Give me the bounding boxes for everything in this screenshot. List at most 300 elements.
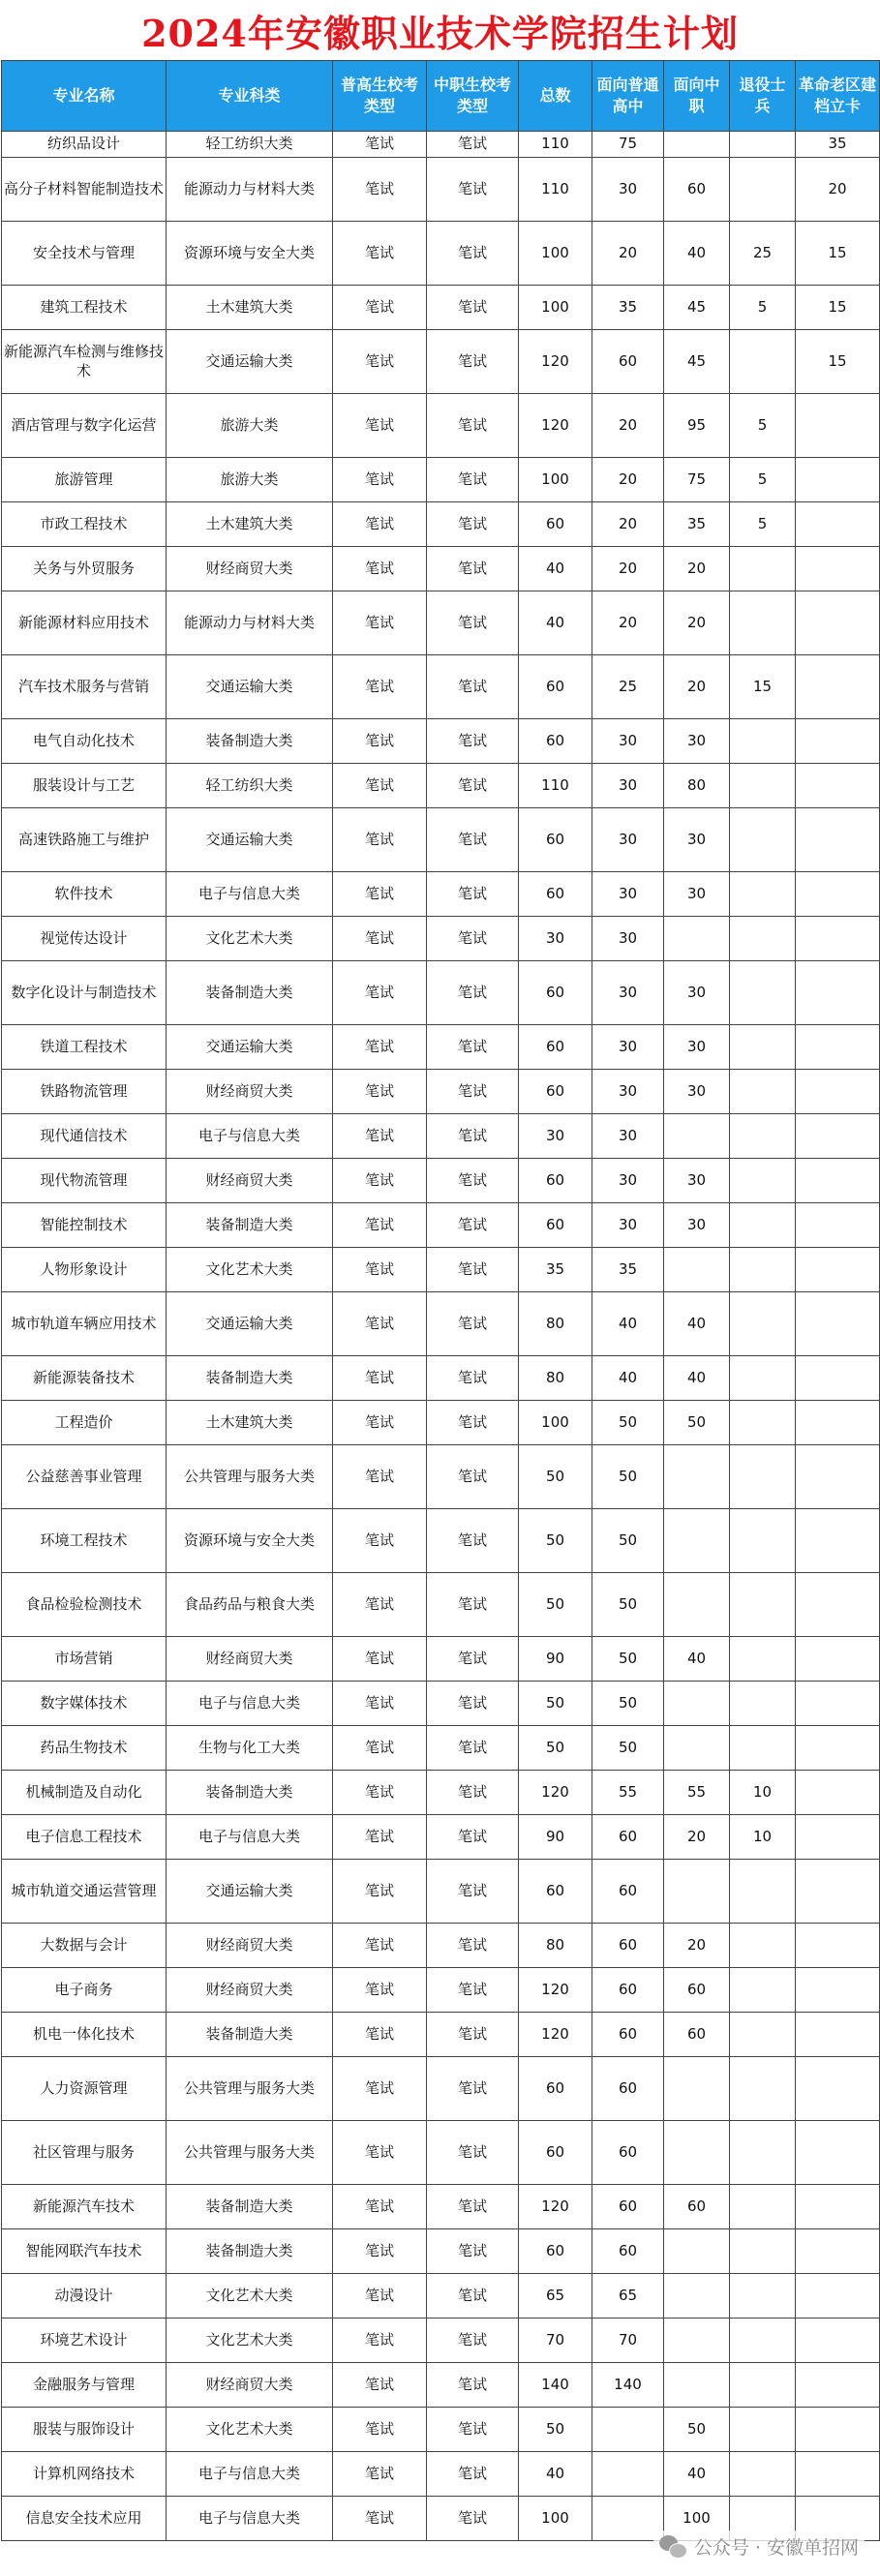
- table-cell: 电子与信息大类: [167, 1114, 333, 1159]
- table-cell: 笔试: [427, 132, 519, 158]
- table-cell: 5: [730, 394, 796, 458]
- table-cell: 35: [592, 286, 664, 330]
- table-cell: 笔试: [333, 222, 427, 286]
- table-cell: 食品检验检测技术: [2, 1573, 167, 1637]
- table-cell: 笔试: [427, 2229, 519, 2274]
- table-cell: [796, 1637, 880, 1682]
- table-row: [2, 502, 880, 547]
- table-cell: 财经商贸大类: [167, 1968, 333, 2013]
- table-cell: 工程造价: [2, 1401, 167, 1445]
- table-cell: 旅游管理: [2, 458, 167, 502]
- table-cell: [730, 719, 796, 764]
- table-cell: 15: [796, 286, 880, 330]
- table-cell: 笔试: [333, 2497, 427, 2541]
- table-cell: 20: [592, 222, 664, 286]
- table-cell: 新能源汽车技术: [2, 2185, 167, 2229]
- table-cell: 60: [519, 961, 592, 1025]
- table-cell: 35: [592, 1248, 664, 1292]
- table-cell: 装备制造大类: [167, 961, 333, 1025]
- table-cell: [730, 2363, 796, 2408]
- table-cell: [796, 394, 880, 458]
- table-cell: 笔试: [427, 917, 519, 961]
- table-cell: 60: [592, 2229, 664, 2274]
- table-cell: [730, 2408, 796, 2452]
- table-cell: 30: [592, 1203, 664, 1248]
- table-cell: 55: [592, 1771, 664, 1815]
- table-cell: 30: [664, 1070, 730, 1114]
- table-cell: [796, 1070, 880, 1114]
- table-cell: 30: [664, 872, 730, 917]
- table-cell: 60: [519, 1203, 592, 1248]
- table-cell: 服装与服饰设计: [2, 2408, 167, 2452]
- table-cell: 30: [664, 808, 730, 872]
- table-cell: [796, 1509, 880, 1573]
- table-cell: [730, 1070, 796, 1114]
- table-cell: 笔试: [427, 1682, 519, 1726]
- table-cell: 20: [592, 394, 664, 458]
- table-cell: [664, 2274, 730, 2318]
- table-cell: 笔试: [427, 1637, 519, 1682]
- table-cell: [730, 2121, 796, 2185]
- table-cell: 轻工纺织大类: [167, 132, 333, 158]
- table-row: [2, 2363, 880, 2408]
- table-cell: [796, 1159, 880, 1203]
- table-row: [2, 1637, 880, 1682]
- table-cell: 60: [592, 1815, 664, 1860]
- header-cell: 面向中职: [664, 61, 730, 132]
- table-cell: 20: [664, 655, 730, 719]
- table-cell: 50: [592, 1573, 664, 1637]
- table-cell: [796, 1968, 880, 2013]
- table-cell: 文化艺术大类: [167, 2318, 333, 2363]
- table-row: [2, 2057, 880, 2121]
- table-cell: 铁路物流管理: [2, 1070, 167, 1114]
- table-cell: [796, 2185, 880, 2229]
- table-cell: 50: [592, 1726, 664, 1771]
- table-cell: 笔试: [427, 1292, 519, 1356]
- table-cell: 笔试: [427, 1203, 519, 1248]
- table-cell: 现代物流管理: [2, 1159, 167, 1203]
- table-cell: 30: [592, 1114, 664, 1159]
- table-cell: 35: [796, 132, 880, 158]
- table-cell: 笔试: [427, 1356, 519, 1401]
- page-title: 2024年安徽职业技术学院招生计划: [141, 11, 739, 55]
- table-cell: 140: [519, 2363, 592, 2408]
- table-cell: 文化艺术大类: [167, 2274, 333, 2318]
- table-cell: 安全技术与管理: [2, 222, 167, 286]
- table-cell: [730, 2013, 796, 2057]
- table-row: [2, 2229, 880, 2274]
- table-cell: [730, 330, 796, 394]
- table-cell: 笔试: [427, 1445, 519, 1509]
- table-cell: [796, 917, 880, 961]
- table-cell: 60: [664, 158, 730, 222]
- table-cell: 笔试: [427, 2408, 519, 2452]
- table-cell: 5: [730, 502, 796, 547]
- watermark: [653, 2531, 865, 2562]
- table-cell: 市场营销: [2, 1637, 167, 1682]
- table-cell: [796, 1292, 880, 1356]
- table-cell: 笔试: [333, 2452, 427, 2497]
- table-cell: [730, 2318, 796, 2363]
- table-cell: 笔试: [333, 2185, 427, 2229]
- table-row: [2, 2274, 880, 2318]
- table-row: [2, 1114, 880, 1159]
- table-cell: [796, 591, 880, 655]
- table-cell: [796, 502, 880, 547]
- table-cell: 50: [592, 1401, 664, 1445]
- table-cell: [730, 2229, 796, 2274]
- table-cell: 能源动力与材料大类: [167, 591, 333, 655]
- table-cell: 25: [730, 222, 796, 286]
- table-cell: 电子信息工程技术: [2, 1815, 167, 1860]
- table-cell: 30: [592, 917, 664, 961]
- table-cell: [796, 1924, 880, 1968]
- table-cell: 笔试: [333, 1860, 427, 1924]
- table-cell: [730, 158, 796, 222]
- table-cell: 20: [796, 158, 880, 222]
- table-cell: 40: [664, 1356, 730, 1401]
- table-cell: [796, 458, 880, 502]
- table-cell: [796, 2057, 880, 2121]
- table-cell: 新能源装备技术: [2, 1356, 167, 1401]
- table-cell: 30: [664, 961, 730, 1025]
- table-cell: 20: [664, 591, 730, 655]
- table-cell: 电子商务: [2, 1968, 167, 2013]
- table-cell: 铁道工程技术: [2, 1025, 167, 1070]
- table-cell: [796, 1356, 880, 1401]
- table-cell: 笔试: [333, 1445, 427, 1509]
- table-cell: 信息安全技术应用: [2, 2497, 167, 2541]
- table-cell: 服装设计与工艺: [2, 764, 167, 808]
- table-cell: 50: [519, 1573, 592, 1637]
- table-cell: 70: [592, 2318, 664, 2363]
- table-cell: 环境艺术设计: [2, 2318, 167, 2363]
- table-cell: 50: [592, 1509, 664, 1573]
- table-cell: 汽车技术服务与营销: [2, 655, 167, 719]
- table-cell: 30: [592, 1070, 664, 1114]
- table-cell: [730, 1203, 796, 1248]
- table-cell: 60: [592, 2013, 664, 2057]
- table-cell: [796, 961, 880, 1025]
- table-cell: 60: [519, 502, 592, 547]
- table-row: [2, 1070, 880, 1114]
- table-cell: [730, 2057, 796, 2121]
- table-cell: 电子与信息大类: [167, 1815, 333, 1860]
- table-cell: [730, 2185, 796, 2229]
- table-cell: 100: [519, 458, 592, 502]
- table-cell: 30: [664, 1203, 730, 1248]
- table-row: [2, 1356, 880, 1401]
- table-cell: 30: [592, 1025, 664, 1070]
- table-cell: 20: [664, 1924, 730, 1968]
- table-cell: 笔试: [427, 1573, 519, 1637]
- table-cell: 40: [592, 1292, 664, 1356]
- table-cell: 5: [730, 458, 796, 502]
- table-cell: 笔试: [427, 1815, 519, 1860]
- table-cell: [730, 2452, 796, 2497]
- table-cell: [796, 1771, 880, 1815]
- table-cell: 笔试: [427, 330, 519, 394]
- table-cell: 旅游大类: [167, 458, 333, 502]
- table-cell: 笔试: [333, 1159, 427, 1203]
- table-cell: 笔试: [333, 764, 427, 808]
- table-row: [2, 2185, 880, 2229]
- table-row: [2, 1860, 880, 1924]
- table-row: [2, 591, 880, 655]
- table-row: [2, 1726, 880, 1771]
- header-cell: 中职生校考类型: [427, 61, 519, 132]
- header-cell: 革命老区建档立卡: [796, 61, 880, 132]
- table-cell: [664, 917, 730, 961]
- table-cell: 建筑工程技术: [2, 286, 167, 330]
- table-cell: 财经商贸大类: [167, 1159, 333, 1203]
- table-cell: 纺织品设计: [2, 132, 167, 158]
- table-cell: [664, 2363, 730, 2408]
- table-cell: 60: [519, 655, 592, 719]
- table-cell: 75: [592, 132, 664, 158]
- table-row: [2, 1924, 880, 1968]
- table-cell: 40: [664, 2452, 730, 2497]
- table-cell: 笔试: [427, 547, 519, 591]
- table-row: [2, 132, 880, 158]
- table-cell: [730, 1356, 796, 1401]
- table-cell: 笔试: [427, 1509, 519, 1573]
- table-cell: 35: [519, 1248, 592, 1292]
- table-row: [2, 158, 880, 222]
- table-cell: 财经商贸大类: [167, 1924, 333, 1968]
- table-cell: 土木建筑大类: [167, 1401, 333, 1445]
- table-cell: [730, 961, 796, 1025]
- table-cell: 30: [664, 719, 730, 764]
- header-cell: 面向普通高中: [592, 61, 664, 132]
- table-cell: 交通运输大类: [167, 1292, 333, 1356]
- table-cell: 笔试: [427, 1070, 519, 1114]
- header-cell: 专业科类: [167, 61, 333, 132]
- table-cell: [730, 1401, 796, 1445]
- table-cell: 10: [730, 1771, 796, 1815]
- table-cell: 60: [519, 1070, 592, 1114]
- table-cell: 笔试: [427, 158, 519, 222]
- table-row: [2, 917, 880, 961]
- table-cell: 95: [664, 394, 730, 458]
- table-cell: 20: [592, 458, 664, 502]
- table-row: [2, 1771, 880, 1815]
- table-cell: 电子与信息大类: [167, 1682, 333, 1726]
- table-cell: 笔试: [427, 2013, 519, 2057]
- table-cell: [796, 872, 880, 917]
- table-cell: 30: [592, 808, 664, 872]
- table-row: [2, 1682, 880, 1726]
- table-cell: [592, 2408, 664, 2452]
- table-cell: 30: [592, 158, 664, 222]
- table-cell: [730, 1025, 796, 1070]
- table-cell: 人力资源管理: [2, 2057, 167, 2121]
- table-cell: [796, 2013, 880, 2057]
- table-cell: 资源环境与安全大类: [167, 222, 333, 286]
- table-cell: 笔试: [427, 2121, 519, 2185]
- table-cell: [730, 917, 796, 961]
- wechat-icon: [659, 2535, 686, 2559]
- table-cell: 笔试: [427, 2274, 519, 2318]
- table-cell: 交通运输大类: [167, 655, 333, 719]
- table-cell: 40: [519, 591, 592, 655]
- table-cell: 80: [664, 764, 730, 808]
- table-cell: 60: [592, 1860, 664, 1924]
- table-row: [2, 1445, 880, 1509]
- table-cell: 环境工程技术: [2, 1509, 167, 1573]
- table-cell: 电子与信息大类: [167, 872, 333, 917]
- table-cell: 新能源汽车检测与维修技术: [2, 330, 167, 394]
- table-cell: 60: [592, 2057, 664, 2121]
- table-cell: 45: [664, 330, 730, 394]
- table-cell: 笔试: [427, 2363, 519, 2408]
- table-row: [2, 2318, 880, 2363]
- table-cell: 市政工程技术: [2, 502, 167, 547]
- table-cell: 装备制造大类: [167, 1356, 333, 1401]
- table-cell: 笔试: [333, 872, 427, 917]
- table-cell: 30: [519, 917, 592, 961]
- table-cell: [796, 2452, 880, 2497]
- table-cell: 120: [519, 1771, 592, 1815]
- table-cell: 30: [664, 1025, 730, 1070]
- table-cell: [796, 1573, 880, 1637]
- table-cell: 笔试: [333, 1248, 427, 1292]
- table-cell: 笔试: [333, 1771, 427, 1815]
- table-cell: 笔试: [333, 1573, 427, 1637]
- table-row: [2, 872, 880, 917]
- table-cell: 交通运输大类: [167, 1860, 333, 1924]
- table-cell: 计算机网络技术: [2, 2452, 167, 2497]
- table-cell: 交通运输大类: [167, 1025, 333, 1070]
- table-cell: 120: [519, 2013, 592, 2057]
- table-cell: 60: [519, 2057, 592, 2121]
- table-cell: 笔试: [333, 158, 427, 222]
- table-cell: 30: [592, 1159, 664, 1203]
- table-row: [2, 2013, 880, 2057]
- table-cell: 笔试: [427, 1401, 519, 1445]
- table-cell: [730, 1114, 796, 1159]
- table-cell: 笔试: [427, 394, 519, 458]
- table-cell: 笔试: [333, 1509, 427, 1573]
- table-cell: 笔试: [427, 1159, 519, 1203]
- table-cell: 笔试: [333, 2318, 427, 2363]
- table-row: [2, 2452, 880, 2497]
- table-row: [2, 2408, 880, 2452]
- table-cell: 笔试: [333, 1637, 427, 1682]
- table-row: [2, 2121, 880, 2185]
- table-cell: 50: [519, 1726, 592, 1771]
- table-cell: 笔试: [333, 1114, 427, 1159]
- table-cell: 数字媒体技术: [2, 1682, 167, 1726]
- table-cell: [796, 719, 880, 764]
- table-cell: 60: [519, 2121, 592, 2185]
- table-cell: 20: [592, 547, 664, 591]
- table-cell: 60: [519, 719, 592, 764]
- table-cell: 60: [592, 1924, 664, 1968]
- table-cell: 笔试: [333, 719, 427, 764]
- table-cell: 笔试: [333, 547, 427, 591]
- table-cell: 20: [592, 591, 664, 655]
- table-cell: 生物与化工大类: [167, 1726, 333, 1771]
- table-cell: 100: [664, 2497, 730, 2541]
- table-cell: 60: [519, 1860, 592, 1924]
- table-cell: 35: [664, 502, 730, 547]
- table-cell: 45: [664, 286, 730, 330]
- table-cell: 笔试: [333, 330, 427, 394]
- table-cell: 30: [519, 1114, 592, 1159]
- table-cell: 智能控制技术: [2, 1203, 167, 1248]
- table-cell: 公共管理与服务大类: [167, 2121, 333, 2185]
- table-cell: [664, 1445, 730, 1509]
- table-cell: 30: [592, 719, 664, 764]
- table-cell: 120: [519, 2185, 592, 2229]
- table-cell: [664, 2318, 730, 2363]
- table-row: [2, 1968, 880, 2013]
- table-cell: 30: [592, 872, 664, 917]
- enrollment-plan-table: [1, 60, 880, 2541]
- table-cell: [796, 1025, 880, 1070]
- table-row: [2, 808, 880, 872]
- header-cell: 普高生校考类型: [333, 61, 427, 132]
- table-cell: 笔试: [333, 917, 427, 961]
- table-cell: 笔试: [333, 2057, 427, 2121]
- table-cell: [730, 1726, 796, 1771]
- table-cell: 20: [664, 1815, 730, 1860]
- table-cell: 现代通信技术: [2, 1114, 167, 1159]
- table-row: [2, 1401, 880, 1445]
- table-cell: 50: [519, 1682, 592, 1726]
- table-cell: 笔试: [333, 132, 427, 158]
- table-cell: 100: [519, 286, 592, 330]
- table-cell: 60: [519, 808, 592, 872]
- table-cell: 装备制造大类: [167, 1771, 333, 1815]
- table-cell: 100: [519, 1401, 592, 1445]
- table-cell: 40: [519, 547, 592, 591]
- table-cell: 笔试: [333, 2229, 427, 2274]
- table-cell: 笔试: [427, 872, 519, 917]
- table-row: [2, 764, 880, 808]
- table-cell: 轻工纺织大类: [167, 764, 333, 808]
- table-row: [2, 961, 880, 1025]
- table-cell: [730, 1968, 796, 2013]
- table-cell: 装备制造大类: [167, 719, 333, 764]
- table-cell: [730, 132, 796, 158]
- table-cell: 15: [730, 655, 796, 719]
- table-cell: 30: [592, 764, 664, 808]
- table-cell: 40: [664, 1637, 730, 1682]
- table-cell: 关务与外贸服务: [2, 547, 167, 591]
- table-row: [2, 1248, 880, 1292]
- table-cell: [664, 1248, 730, 1292]
- table-cell: 笔试: [333, 2363, 427, 2408]
- table-cell: 财经商贸大类: [167, 547, 333, 591]
- table-cell: 60: [519, 2229, 592, 2274]
- table-cell: 20: [592, 502, 664, 547]
- table-cell: [664, 1509, 730, 1573]
- table-cell: [730, 2274, 796, 2318]
- table-cell: 100: [519, 2497, 592, 2541]
- table-cell: 视觉传达设计: [2, 917, 167, 961]
- table-cell: 笔试: [333, 1356, 427, 1401]
- table-row: [2, 394, 880, 458]
- table-row: [2, 222, 880, 286]
- table-cell: 公益慈善事业管理: [2, 1445, 167, 1509]
- table-cell: 60: [519, 1025, 592, 1070]
- table-cell: 机电一体化技术: [2, 2013, 167, 2057]
- table-cell: 笔试: [333, 1401, 427, 1445]
- table-cell: 50: [519, 1509, 592, 1573]
